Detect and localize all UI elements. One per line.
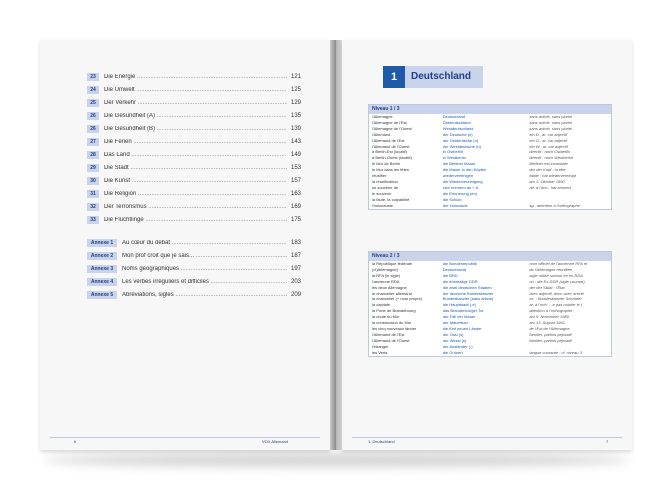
- right-footer-title: 1. Deutschland: [368, 439, 395, 444]
- annex-row: [87, 275, 301, 288]
- annex-row: [87, 236, 301, 249]
- french-term: se souvenir de: [372, 184, 399, 190]
- left-page-number: 6: [74, 439, 77, 444]
- toc-title: Die Energie .....: [104, 74, 287, 80]
- annex-page: 197: [290, 265, 301, 272]
- german-term: der deutsche Bundeskanzler: [442, 290, 494, 296]
- chapter-num-badge: 24: [87, 86, 99, 94]
- annex-badge: Annexe 2: [87, 252, 117, 260]
- grammar-note: sg., attention à l'orthographe: [529, 202, 580, 208]
- german-term: der Fall der Mauer: [442, 314, 476, 320]
- toc-row: [87, 122, 301, 135]
- chapter-num-badge: 23: [87, 73, 99, 81]
- toc-row: [87, 96, 301, 109]
- left-footer: [50, 437, 320, 444]
- toc-row: [87, 174, 301, 187]
- german-term: der Westdeutsche (n): [442, 143, 481, 149]
- grammar-note: ein D., ar. car adjectif: [529, 131, 567, 137]
- german-term: wiedervereinigen: [442, 173, 474, 179]
- german-term: der Wessi (s): [442, 337, 467, 343]
- german-term: die Bundesrepublik: [442, 261, 477, 266]
- toc-title: Die Gesundheit (B) .....: [104, 126, 287, 132]
- annex-title: Abréviations, sigles .....: [122, 292, 287, 298]
- chapter-num-badge: 27: [87, 138, 99, 146]
- niveau1-box: [368, 104, 612, 210]
- left-page: [40, 40, 330, 450]
- toc-page: 129: [290, 99, 301, 106]
- grammar-note: attention à l'orthographe: [529, 308, 573, 314]
- french-term: l'étranger: [372, 343, 389, 349]
- french-term: les Verts: [372, 349, 388, 355]
- french-term: l'Allemagne de l'Ouest: [372, 125, 412, 131]
- german-term: die Berliner Mauer: [442, 161, 476, 167]
- french-term: réunifier: [372, 173, 387, 179]
- toc-page: 135: [290, 112, 301, 119]
- toc-title: Die Stadt .....: [104, 165, 287, 171]
- french-term: (d')Allemagne): [372, 266, 398, 272]
- grammar-note: directif : nach Ostberlin: [529, 149, 571, 155]
- german-term: sich erinnern an + A: [442, 184, 479, 190]
- book-spine: [330, 40, 342, 450]
- annex-badge: Annexe 4: [87, 278, 117, 286]
- annex-badge: Annexe 5: [87, 291, 117, 299]
- toc-row: [87, 200, 301, 213]
- french-term: la réunification: [372, 178, 398, 184]
- chapter-header: [383, 66, 483, 88]
- toc-row: [87, 109, 301, 122]
- niveau1-heading: Niveau 1 / 3: [369, 105, 611, 114]
- annex-title: Les verbes irréguliers et difficiles .....: [122, 279, 287, 285]
- annex-page: 203: [290, 278, 301, 285]
- german-term: die Wiedervereinigung: [442, 178, 483, 184]
- french-term: la chancelier (+ nom propre): [372, 296, 423, 302]
- german-term: Deutschland): [442, 266, 467, 272]
- german-term: die zwei deutschen Staaten: [442, 284, 492, 290]
- toc-page: 121: [290, 73, 301, 80]
- french-term: l'Allemand de l'Est: [372, 331, 405, 337]
- toc-page: 125: [290, 86, 301, 93]
- french-term: l'Allemand de l'Ouest: [372, 143, 410, 149]
- annex-page: 183: [290, 239, 301, 246]
- german-term: die BRD: [442, 272, 458, 278]
- grammar-note: der der Kopf : la tête: [529, 167, 566, 173]
- chapter-num-badge: 29: [87, 164, 99, 172]
- german-term: Westdeutschland: [442, 125, 474, 131]
- french-term: l'Allemand: [372, 131, 391, 137]
- vocab-row: [369, 350, 611, 356]
- annex-title: Mon prof croit que je sais... .....: [122, 253, 287, 259]
- grammar-note: de l'Allemagne réunifiée: [529, 266, 572, 272]
- french-term: l'Allemagne: [372, 114, 393, 119]
- annex-list: [87, 236, 301, 301]
- grammar-note: am 13. August 1961: [529, 320, 565, 326]
- grammar-note: nom officiel de l'ancienne RFA et: [529, 261, 588, 266]
- table-of-contents: [87, 70, 301, 226]
- french-term: le souvenir: [372, 190, 392, 196]
- toc-row: [87, 148, 301, 161]
- french-term: à Berlin-Ouest (locatif): [372, 155, 412, 161]
- left-footer-title: VOX Allemand: [262, 439, 289, 444]
- annex-row: [87, 262, 301, 275]
- toc-row: [87, 187, 301, 200]
- german-term: die ehemalige DDR: [442, 278, 478, 284]
- toc-row: [87, 161, 301, 174]
- french-term: à Berlin-Est (locatif): [372, 149, 407, 155]
- german-term: die Mauer in den Köpfen: [442, 167, 487, 173]
- grammar-note: sans article, sans pluriel: [529, 125, 573, 131]
- french-term: la République fédérale: [372, 261, 413, 266]
- french-term: la chute du Mur: [372, 314, 400, 320]
- grammar-note: familier, parfois péjoratif: [529, 337, 572, 343]
- annex-badge: Annexe 3: [87, 265, 117, 273]
- german-term: der Deutsche (n): [442, 131, 473, 137]
- toc-page: 175: [290, 216, 301, 223]
- german-term: Bundeskanzler (sans article): [442, 296, 494, 302]
- french-term: la construction du Mur: [372, 320, 412, 326]
- toc-page: 163: [290, 190, 301, 197]
- german-term: der Mauerbau: [442, 320, 468, 326]
- french-term: la faute, la culpabilité: [372, 196, 410, 202]
- toc-row: [87, 135, 301, 148]
- niveau2-heading: Niveau 2 / 3: [369, 252, 611, 261]
- grammar-note: sans article, sans pluriel: [529, 114, 573, 119]
- chapter-num-badge: 32: [87, 203, 99, 211]
- annex-title: Au cœur du débat .....: [122, 240, 287, 246]
- chapter-num-badge: 30: [87, 177, 99, 185]
- french-term: le Mur de Berlin: [372, 161, 401, 167]
- grammar-note: sans article, sans pluriel: [529, 119, 573, 125]
- grammar-note: att. à l'ach., hat erinnert: [529, 184, 572, 190]
- toc-page: 139: [290, 125, 301, 132]
- toc-title: Die Flüchtlinge .....: [104, 217, 287, 223]
- chapter-number: 1: [383, 66, 405, 88]
- french-term: l'holocauste: [372, 202, 393, 208]
- open-book: [40, 40, 630, 460]
- german-term: die Hauptstadt (-e): [442, 302, 476, 308]
- grammar-note: ou : die Ex-DDR (sigle courant): [529, 278, 585, 284]
- french-term: l'ancienne RDA: [372, 278, 400, 284]
- german-term: die Schuld: [442, 196, 462, 202]
- chapter-title: Deutschland: [411, 71, 472, 82]
- grammar-note: avec adjectif, donc avec article: [529, 290, 584, 296]
- toc-page: 169: [290, 203, 301, 210]
- chapter-num-badge: 26: [87, 112, 99, 120]
- grammar-note: ein W., ar. car adjectif: [529, 143, 568, 149]
- toc-title: Der Terrorismus .....: [104, 204, 287, 210]
- right-page-number: 7: [606, 439, 609, 444]
- chapter-num-badge: 25: [87, 99, 99, 107]
- right-footer: [352, 437, 622, 444]
- toc-title: Das Land .....: [104, 152, 287, 158]
- german-term: der Ossi (s): [442, 331, 464, 337]
- chapter-num-badge: 26: [87, 125, 99, 133]
- grammar-note: langue courante ; cf. niveau 3: [529, 349, 582, 355]
- french-term: l'Allemagne de l'Est: [372, 119, 407, 125]
- german-term: Deutschland: [442, 114, 466, 119]
- grammar-note: am 3. Oktober 1990: [529, 178, 565, 184]
- german-term: die Erinnerung (en): [442, 190, 478, 196]
- toc-page: 153: [290, 164, 301, 171]
- french-term: les deux Allemagne: [372, 284, 407, 290]
- german-term: die fünf neuen Länder: [442, 325, 482, 331]
- french-term: le chancelier allemand: [372, 290, 412, 296]
- toc-title: Die Ferien .....: [104, 139, 287, 145]
- grammar-note: faible : hat wiedervereinigt: [529, 173, 576, 179]
- grammar-note: Berliner est invariable: [529, 161, 568, 167]
- annex-page: 209: [290, 291, 301, 298]
- german-term: die Grünen: [442, 349, 463, 355]
- german-term: in Ostberlin: [442, 149, 464, 155]
- toc-title: Die Kunst .....: [104, 178, 287, 184]
- toc-page: 143: [290, 138, 301, 145]
- grammar-note: ein O., ar. car adjectif: [529, 137, 568, 143]
- german-term: der Ausländer (-): [442, 343, 473, 349]
- toc-row: [87, 70, 301, 83]
- chapter-num-badge: 33: [87, 216, 99, 224]
- grammar-note: ar. à l'orth. : -e pas oublier le t: [529, 302, 582, 308]
- grammar-note: de l'Est de l'Allemagne: [529, 325, 570, 331]
- toc-row: [87, 83, 301, 96]
- grammar-note: ex. : Bundeskanzler Schröder: [529, 296, 582, 302]
- german-term: der Holocaust: [442, 202, 468, 208]
- grammar-note: directif : nach Westberlin: [529, 155, 574, 161]
- toc-title: Die Umwelt .....: [104, 87, 287, 93]
- french-term: la capitale: [372, 302, 391, 308]
- chapter-num-badge: 31: [87, 190, 99, 198]
- french-term: le Mur dans les têtes: [372, 167, 409, 173]
- vocab-row: [369, 203, 611, 209]
- toc-page: 149: [290, 151, 301, 158]
- toc-title: Der Verkehr .....: [104, 100, 287, 106]
- niveau2-box: [368, 251, 612, 357]
- german-term: das Brandenburger Tor: [442, 308, 484, 314]
- french-term: l'Allemand de l'Est: [372, 137, 405, 143]
- toc-title: Die Gesundheit (A) .....: [104, 113, 287, 119]
- french-term: la RFA (le sigle): [372, 272, 401, 278]
- chapter-num-badge: 28: [87, 151, 99, 159]
- annex-badge: Annexe 1: [87, 239, 117, 247]
- german-term: der Ostdeutsche (n): [442, 137, 479, 143]
- right-page: [342, 40, 632, 450]
- grammar-note: der der Staat : l'État: [529, 284, 565, 290]
- toc-row: [87, 213, 301, 226]
- french-term: l'Allemand de l'Ouest: [372, 337, 410, 343]
- annex-row: [87, 288, 301, 301]
- annex-row: [87, 249, 301, 262]
- grammar-note: sigle utilisé surtout en ex-RDA: [529, 272, 583, 278]
- annex-title: Noms géographiques .....: [122, 266, 287, 272]
- toc-page: 157: [290, 177, 301, 184]
- grammar-note: familier, parfois péjoratif: [529, 331, 572, 337]
- grammar-note: am 9. November 1989: [529, 314, 569, 320]
- german-term: Ostdeutschland: [442, 119, 471, 125]
- french-term: les cinq nouveaux länder: [372, 325, 417, 331]
- annex-page: 187: [290, 252, 301, 259]
- toc-title: Die Religion .....: [104, 191, 287, 197]
- french-term: la Porte de Brandebourg: [372, 308, 416, 314]
- german-term: in Westberlin: [442, 155, 466, 161]
